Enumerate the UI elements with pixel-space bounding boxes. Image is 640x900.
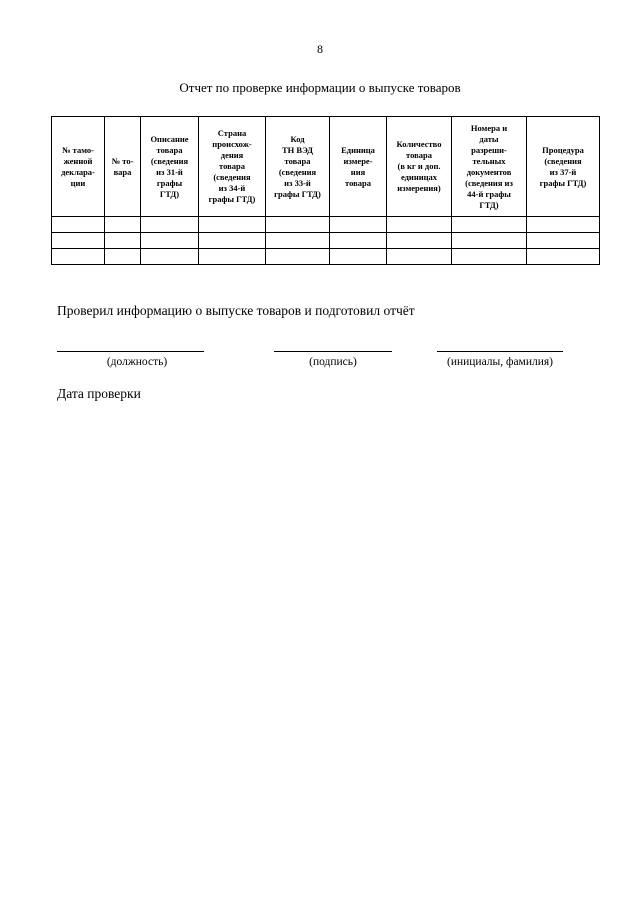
table-cell [266,249,330,265]
table-cell [199,233,266,249]
header-quantity: Количество товара (в кг и доп. единицах измерения) [387,117,452,217]
header-hs-code: Код ТН ВЭД товара (сведения из 33-й графы ГТД) [266,117,330,217]
table-cell [105,217,141,233]
header-permit-documents: Номера и даты разреши- тельных документов (сведения из 44-й графы ГТД) [452,117,527,217]
table-cell [452,249,527,265]
header-unit-of-measure: Единица измере- ния товара [330,117,387,217]
signature-caption: (подпись) [309,356,357,368]
table-cell [266,233,330,249]
table-cell [527,217,600,233]
table-cell [52,249,105,265]
table-header-row [52,117,600,217]
table-cell [387,233,452,249]
position-caption: (должность) [106,356,168,368]
name-signature-line [437,351,563,352]
page-number: 8 [317,42,323,56]
table-cell [141,249,199,265]
position-signature-line [57,351,204,352]
table-cell [52,233,105,249]
table-cell [105,249,141,265]
signature-line [274,351,392,352]
header-item-number: № то- вара [105,117,141,217]
verification-statement: Проверил информацию о выпуске товаров и подготовил отчёт [57,303,415,318]
table-row [52,249,600,265]
name-caption: (инициалы, фамилия) [446,356,554,368]
check-date-label: Дата проверки [57,386,141,401]
table-cell [141,233,199,249]
table-cell [52,217,105,233]
table-cell [527,233,600,249]
table-cell [452,217,527,233]
table-cell [105,233,141,249]
header-country-of-origin: Страна происхож- дения товара (сведения из 34-й графы ГТД) [199,117,266,217]
header-declaration-number: № тамо- женной деклара- ции [52,117,105,217]
header-goods-description: Описание товара (сведения из 31-й графы ГТД) [141,117,199,217]
table-row [52,233,600,249]
page-title: Отчет по проверке информации о выпуске товаров [179,80,461,95]
table-cell [387,217,452,233]
table-cell [527,249,600,265]
table-cell [452,233,527,249]
table-cell [266,217,330,233]
header-procedure: Процедура (сведения из 37-й графы ГТД) [527,117,600,217]
table-cell [387,249,452,265]
table-cell [330,233,387,249]
table-cell [330,249,387,265]
table-cell [199,217,266,233]
table-cell [141,217,199,233]
release-check-table [51,116,600,265]
table-row [52,217,600,233]
table-cell [330,217,387,233]
table-cell [199,249,266,265]
